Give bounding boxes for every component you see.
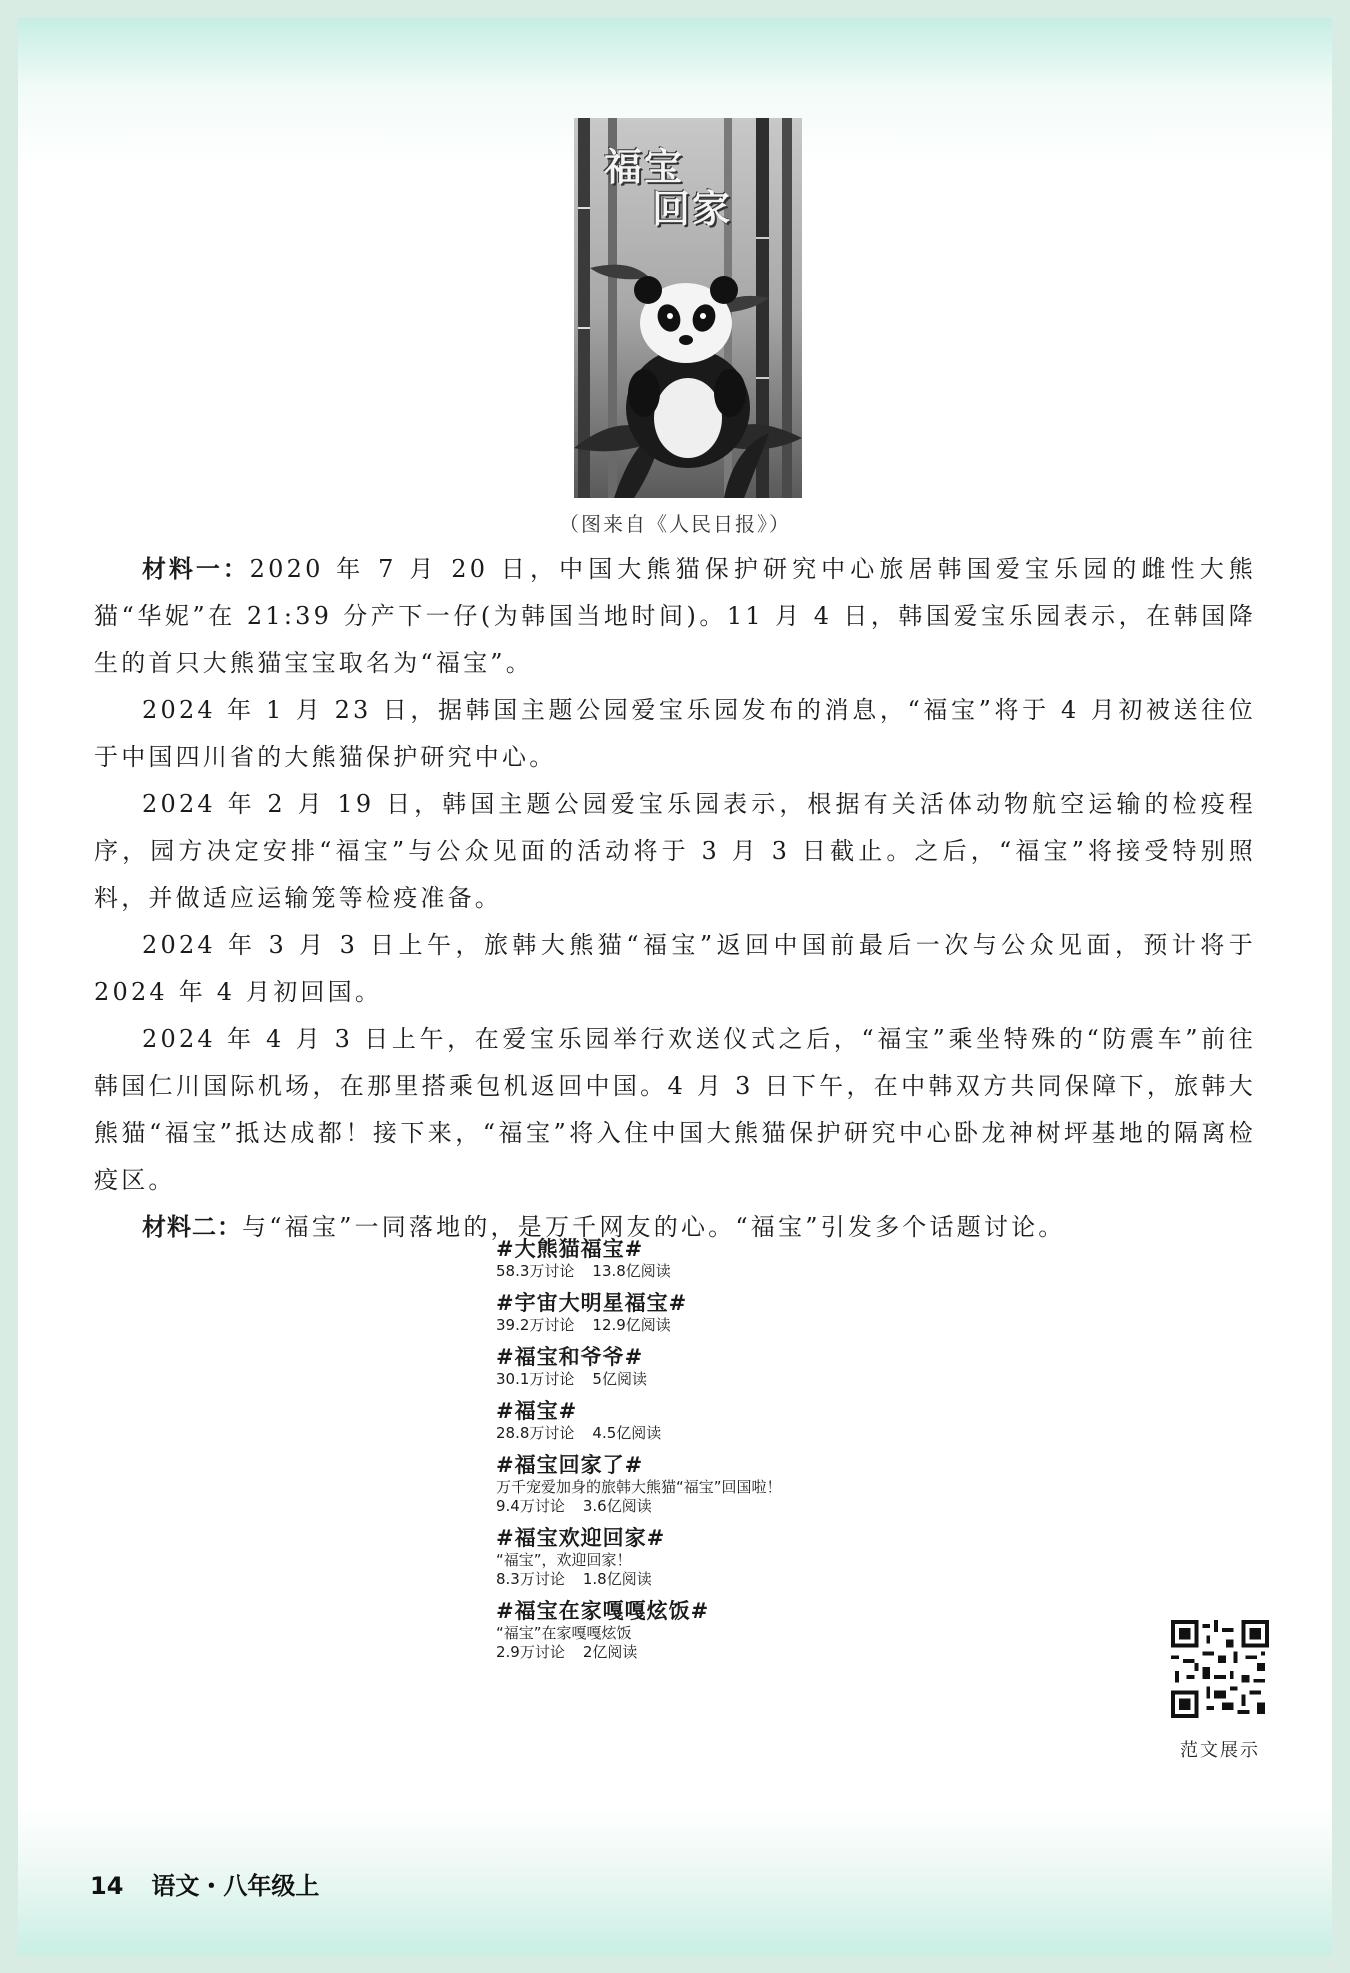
paragraph-text: 2024 年 3 月 3 日上午，旅韩大熊猫“福宝”返回中国前最后一次与公众见面，预计将于 2024 年 4 月初回国。 [94,931,1256,1006]
discuss-count: 2.9万讨论 [496,1643,565,1661]
paragraph [94,687,1256,781]
topic-stats [496,1570,1016,1589]
read-count: 3.6亿阅读 [582,1497,652,1515]
discuss-count: 9.4万讨论 [496,1497,565,1515]
topic-item[interactable] [496,1598,1016,1662]
book-title: 语文・八年级上 [151,1872,320,1900]
topic-title[interactable]: #大熊猫福宝# [496,1237,644,1261]
topic-item[interactable] [496,1525,1016,1589]
hero-title [604,146,732,230]
topic-title[interactable]: #宇宙大明星福宝# [496,1291,688,1315]
discuss-count: 39.2万讨论 [496,1316,575,1334]
read-count: 13.8亿阅读 [592,1262,671,1280]
read-count: 12.9亿阅读 [592,1316,671,1334]
topic-description: 万千宠爱加身的旅韩大熊猫“福宝”回国啦！ [496,1478,782,1496]
book-page [18,18,1332,1955]
topic-item[interactable] [496,1344,1016,1389]
qr-code-label: 范文展示 [1180,1740,1260,1761]
article-body [94,546,1256,1251]
paragraph-text: 与“福宝”一同落地的，是万千网友的心。“福宝”引发多个话题讨论。 [242,1213,1066,1241]
paragraph [94,1016,1256,1204]
topic-stats [496,1370,1016,1389]
qr-code[interactable] [1171,1620,1269,1718]
topic-title[interactable]: #福宝# [496,1399,578,1423]
topic-title[interactable]: #福宝回家了# [496,1453,644,1477]
topic-stats [496,1262,1016,1281]
topic-stats [496,1424,1016,1443]
topic-stats [496,1316,1016,1335]
material-label: 材料一： [142,555,250,583]
hero-title-line2: 回家 [652,187,733,231]
topic-item[interactable] [496,1236,1016,1281]
hero-title-line1: 福宝 [604,145,685,189]
paragraph-material-one [94,546,1256,687]
trending-topics-list [496,1236,1016,1671]
discuss-count: 28.8万讨论 [496,1424,575,1442]
paragraph-text: 2020 年 7 月 20 日，中国大熊猫保护研究中心旅居韩国爱宝乐园的雌性大熊猫“华妮”在 21:39 分产下一仔(为韩国当地时间)。11 月 4 日，韩国爱宝乐园表示，在韩国降生的首只大熊猫宝宝取名为“福宝”。 [94,555,1257,677]
paragraph [94,922,1256,1016]
read-count: 2亿阅读 [582,1643,638,1661]
read-count: 1.8亿阅读 [582,1570,652,1588]
discuss-count: 8.3万讨论 [496,1570,565,1588]
figure-caption: （图来自《人民日报》） [559,512,791,536]
topic-stats [496,1497,1016,1516]
page-footer [90,1866,319,1901]
topic-title[interactable]: #福宝在家嘎嘎炫饭# [496,1599,710,1623]
topic-title[interactable]: #福宝欢迎回家# [496,1526,666,1550]
paragraph-text: 2024 年 4 月 3 日上午，在爱宝乐园举行欢送仪式之后，“福宝”乘坐特殊的“防震车”前往韩国仁川国际机场，在那里搭乘包机返回中国。4 月 3 日下午，在中韩双方共同保障下，旅韩大熊猫“福宝”抵达成都！接下来，“福宝”将入住中国大熊猫保护研究中心卧龙神树坪基地的隔离检疫区。 [94,1025,1256,1194]
topic-title[interactable]: #福宝和爷爷# [496,1345,644,1369]
paragraph [94,781,1256,922]
topic-description: “福宝”，欢迎回家！ [496,1551,632,1569]
paragraph-text: 2024 年 1 月 23 日，据韩国主题公园爱宝乐园发布的消息，“福宝”将于 4 月初被送往位于中国四川省的大熊猫保护研究中心。 [94,696,1256,771]
panda-illustration [574,118,802,498]
page-number: 14 [90,1872,124,1900]
qr-code-icon [1171,1620,1269,1718]
discuss-count: 30.1万讨论 [496,1370,575,1388]
material-label: 材料二： [142,1213,242,1241]
paragraph-text: 2024 年 2 月 19 日，韩国主题公园爱宝乐园表示，根据有关活体动物航空运输的检疫程序，园方决定安排“福宝”与公众见面的活动将于 3 月 3 日截止。之后，“福宝”将接受特别照料，并做适应运输笼等检疫准备。 [94,790,1256,912]
discuss-count: 58.3万讨论 [496,1262,575,1280]
topic-item[interactable] [496,1290,1016,1335]
read-count: 4.5亿阅读 [592,1424,662,1442]
read-count: 5亿阅读 [592,1370,647,1388]
topic-item[interactable] [496,1398,1016,1443]
topic-stats [496,1643,1016,1662]
topic-description: “福宝”在家嘎嘎炫饭 [496,1624,632,1642]
topic-item[interactable] [496,1452,1016,1516]
